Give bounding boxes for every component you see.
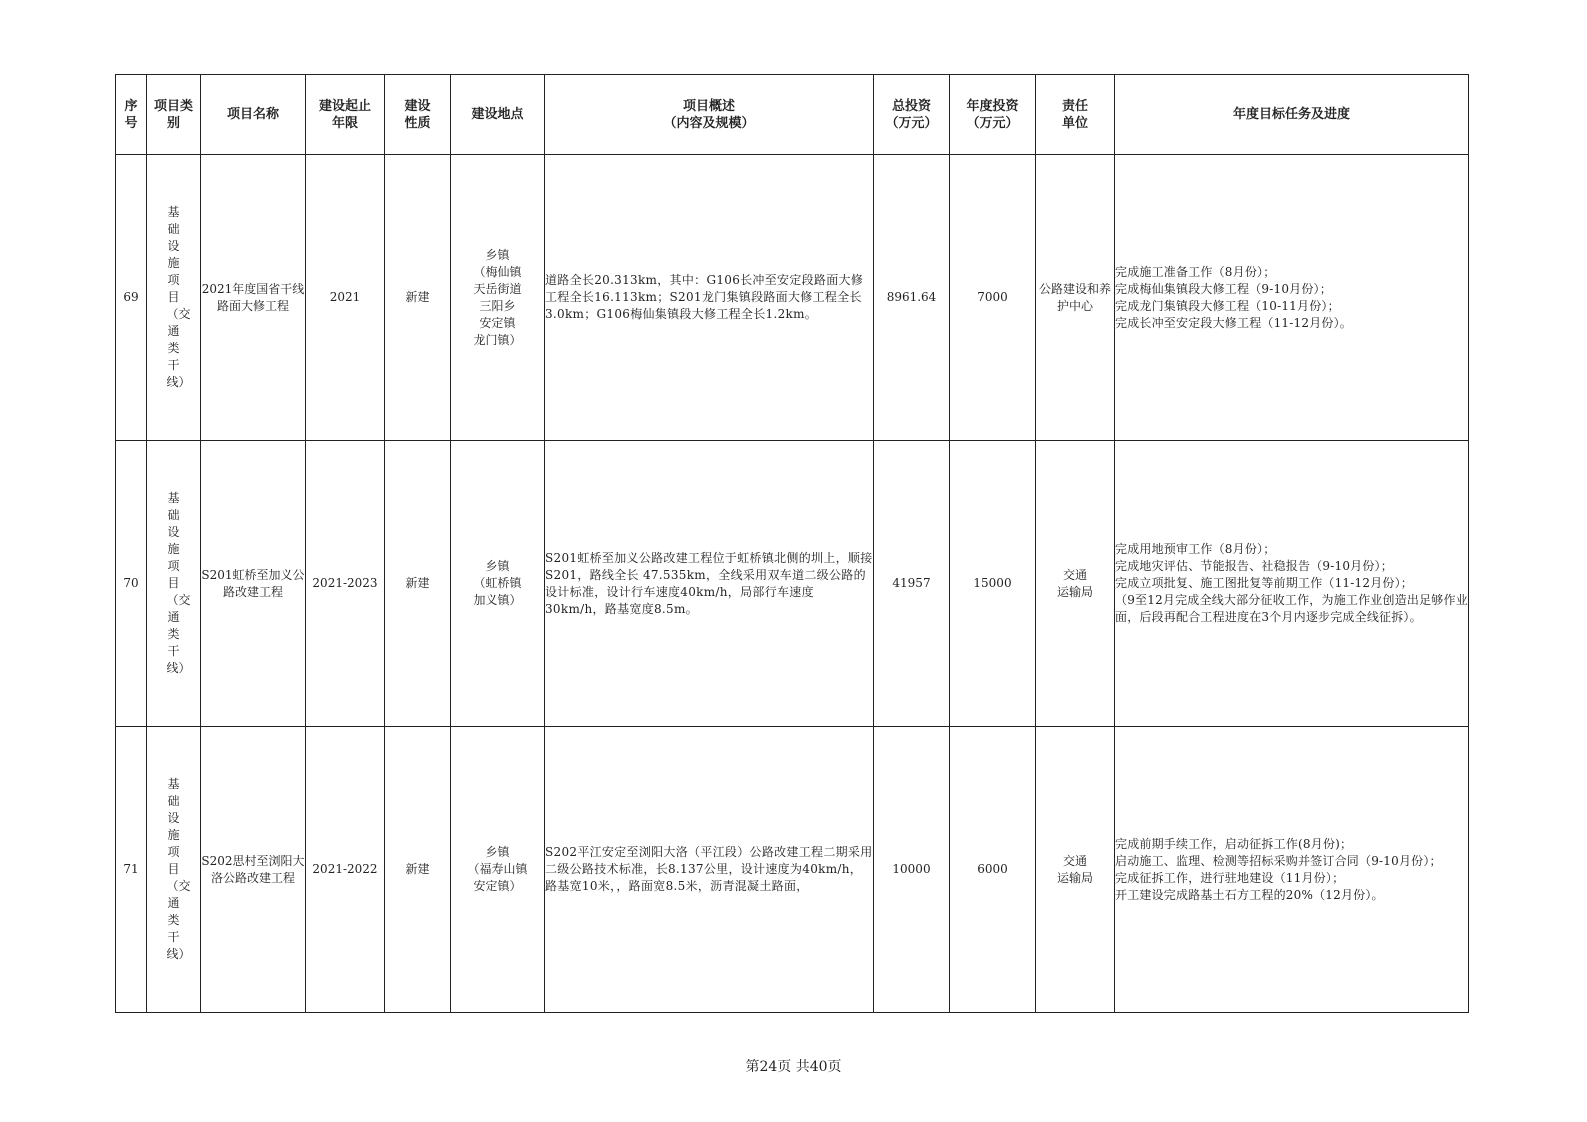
row-location: 乡镇 （虹桥镇 加义镇）	[451, 441, 545, 727]
row-nature: 新建	[385, 155, 451, 441]
row-period: 2021	[306, 155, 385, 441]
header-period: 建设起止 年限	[306, 75, 385, 155]
row-name: S201虹桥至加义公路改建工程	[201, 441, 306, 727]
header-annual-investment: 年度投资 （万元）	[950, 75, 1036, 155]
row-total-investment: 8961.64	[874, 155, 950, 441]
row-period: 2021-2022	[306, 727, 385, 1013]
header-location: 建设地点	[451, 75, 545, 155]
row-total-investment: 10000	[874, 727, 950, 1013]
row-nature: 新建	[385, 727, 451, 1013]
row-summary: S201虹桥至加义公路改建工程位于虹桥镇北侧的圳上，顺接S201，路线全长 47.535km，全线采用双车道二级公路的设计标准，设计行车速度40km/h，局部行车速度30km/h，路基宽度8.5m。	[545, 441, 874, 727]
header-total-investment: 总投资 （万元）	[874, 75, 950, 155]
row-category-text: 基础设施项目（交通类干线）	[166, 205, 191, 389]
row-progress: 完成用地预审工作（8月份）； 完成地灾评估、节能报告、社稳报告（9-10月份）； 完成立项批复、施工图批复等前期工作（11-12月份）； （9至12月完成全线大部分征收工作，为施工作业创造出足够作业面，后段再配合工程进度在3个月内逐步完成全线征拆）。	[1115, 441, 1469, 727]
row-progress: 完成施工准备工作（8月份）； 完成梅仙集镇段大修工程（9-10月份）； 完成龙门集镇段大修工程（10-11月份）； 完成长冲至安定段大修工程（11-12月份）。	[1115, 155, 1469, 441]
row-no: 70	[116, 441, 147, 727]
header-progress: 年度目标任务及进度	[1115, 75, 1469, 155]
row-nature: 新建	[385, 441, 451, 727]
row-responsible-unit: 公路建设和养护中心	[1036, 155, 1115, 441]
header-name: 项目名称	[201, 75, 306, 155]
row-name: 2021年度国省干线路面大修工程	[201, 155, 306, 441]
row-summary: 道路全长20.313km，其中：G106长冲至安定段路面大修工程全长16.113km；S201龙门集镇段路面大修工程全长 3.0km；G106梅仙集镇段大修工程全长1.2km。	[545, 155, 874, 441]
row-progress: 完成前期手续工作，启动征拆工作(8月份)； 启动施工、监理、检测等招标采购并签订合同（9-10月份）； 完成征拆工作，进行驻地建设（11月份）； 开工建设完成路基土石方工程的20%（12月份）。	[1115, 727, 1469, 1013]
header-responsible-unit: 责任 单位	[1036, 75, 1115, 155]
row-annual-investment: 6000	[950, 727, 1036, 1013]
header-category: 项目类 别	[147, 75, 201, 155]
row-category-text: 基础设施项目（交通类干线）	[166, 491, 191, 675]
row-no: 69	[116, 155, 147, 441]
table-header-row	[116, 75, 1469, 155]
row-name: S202思村至浏阳大洛公路改建工程	[201, 727, 306, 1013]
row-period: 2021-2023	[306, 441, 385, 727]
row-responsible-unit: 交通 运输局	[1036, 727, 1115, 1013]
project-table	[115, 74, 1469, 1013]
row-category-text: 基础设施项目（交通类干线）	[166, 777, 191, 961]
row-summary: S202平江安定至浏阳大洛（平江段）公路改建工程二期采用二级公路技术标准，长8.137公里，设计速度为40km/h，路基宽10米，，路面宽8.5米，沥青混凝土路面，	[545, 727, 874, 1013]
row-total-investment: 41957	[874, 441, 950, 727]
row-location: 乡镇 （福寿山镇 安定镇）	[451, 727, 545, 1013]
row-location: 乡镇 （梅仙镇 天岳街道 三阳乡 安定镇 龙门镇）	[451, 155, 545, 441]
header-summary: 项目概述 （内容及规模）	[545, 75, 874, 155]
header-nature: 建设 性质	[385, 75, 451, 155]
row-category	[147, 155, 201, 441]
row-annual-investment: 15000	[950, 441, 1036, 727]
page-number: 第24页 共40页	[745, 1059, 842, 1075]
table-row	[116, 155, 1469, 441]
row-responsible-unit: 交通 运输局	[1036, 441, 1115, 727]
table-row	[116, 727, 1469, 1013]
table-row	[116, 441, 1469, 727]
row-annual-investment: 7000	[950, 155, 1036, 441]
row-no: 71	[116, 727, 147, 1013]
header-no: 序 号	[116, 75, 147, 155]
row-category	[147, 727, 201, 1013]
row-category	[147, 441, 201, 727]
